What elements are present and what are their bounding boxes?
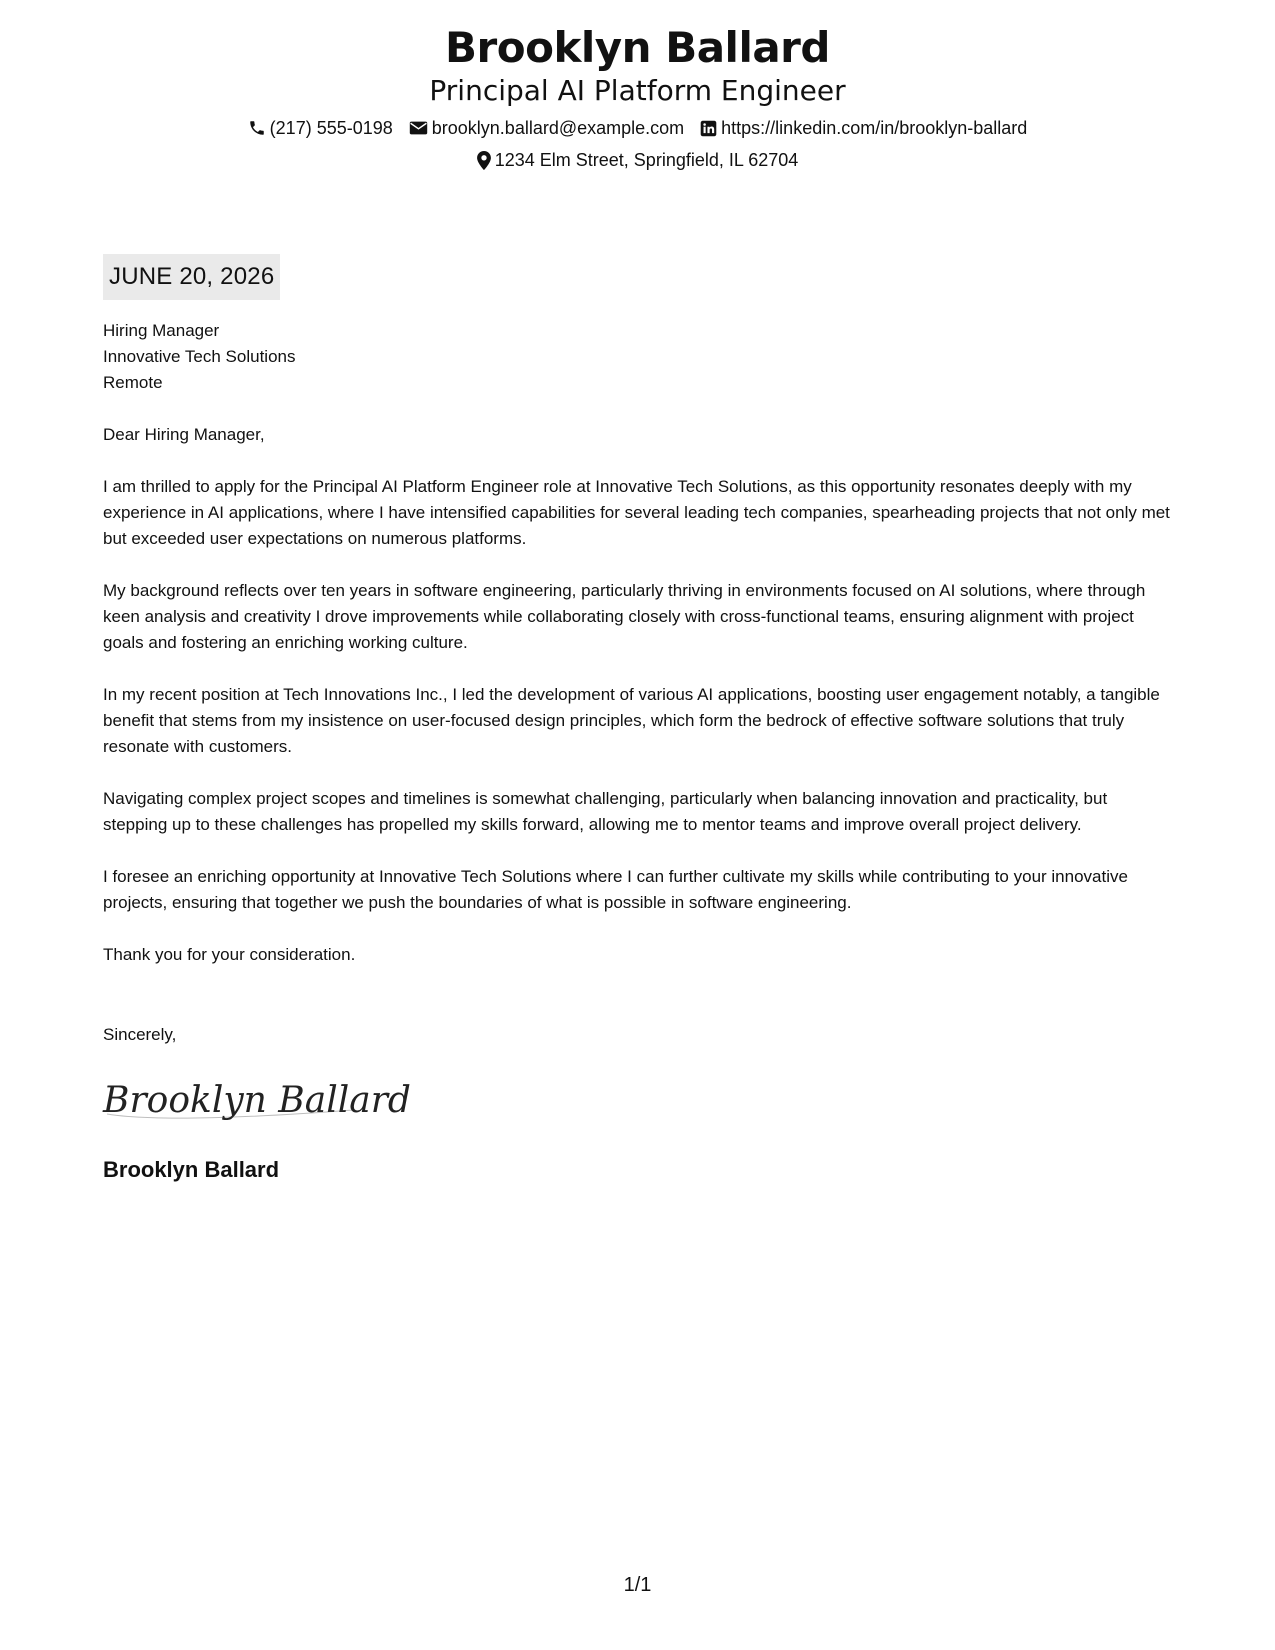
- contact-phone: [248, 116, 393, 140]
- letter-date: JUNE 20, 2026: [103, 254, 280, 300]
- email-link[interactable]: brooklyn.ballard@example.com: [431, 118, 685, 138]
- address-text: 1234 Elm Street, Springfield, IL 62704: [494, 150, 799, 170]
- contact-address: [477, 148, 799, 172]
- closing-line: Thank you for your consideration.: [103, 945, 356, 964]
- body-paragraph: Navigating complex project scopes and timelines is somewhat challenging, particularly when balancing innovation and practicality, but stepping up to these challenges has propelled my skills forward, allowing me to mentor teams and improve overall project delivery.: [103, 789, 1108, 834]
- body-paragraph: My background reflects over ten years in software engineering, particularly thriving in environments focused on AI solutions, where through keen analysis and creativity I drove improvements while collaborating closely with cross-functional teams, ensuring alignment with project goals and fostering an enriching working culture.: [103, 581, 1146, 652]
- map-pin-icon: [477, 151, 491, 170]
- envelope-icon: [409, 120, 428, 136]
- recipient-line: Remote: [103, 373, 163, 392]
- signer-name: Brooklyn Ballard: [103, 1157, 280, 1182]
- handwritten-signature: [103, 1070, 1173, 1130]
- linkedin-link[interactable]: https://linkedin.com/in/brooklyn-ballard: [721, 118, 1028, 138]
- recipient-line: Innovative Tech Solutions: [103, 347, 296, 366]
- phone-text: (217) 555-0198: [269, 118, 393, 138]
- contact-linkedin[interactable]: [700, 116, 1027, 140]
- body-paragraph: I foresee an enriching opportunity at Innovative Tech Solutions where I can further cultivate my skills while contributing to your innovative projects, ensuring that together we push the boundaries of what is possible in software engineering.: [103, 867, 1128, 912]
- signoff: Sincerely,: [103, 1025, 177, 1044]
- letter-header: [0, 22, 1275, 172]
- body-paragraph: In my recent position at Tech Innovations Inc., I led the development of various AI applications, boosting user engagement notably, a tangible benefit that stems from my insistence on user-focused design principles, which form the bedrock of effective software solutions that truly resonate with customers.: [103, 685, 1160, 756]
- recipient-line: Hiring Manager: [103, 321, 220, 340]
- address-row: [0, 148, 1275, 172]
- recipient-block: [103, 318, 1173, 396]
- applicant-name: Brooklyn Ballard: [445, 23, 830, 72]
- signature-glyphs: Brooklyn Ballard: [103, 1080, 411, 1121]
- letter-body: [103, 254, 1173, 1184]
- contact-email[interactable]: [409, 116, 684, 140]
- body-paragraph: I am thrilled to apply for the Principal AI Platform Engineer role at Innovative Tech Solutions, as this opportunity resonates deeply with my experience in AI applications, where I have intensified capabilities for several leading tech companies, spearheading projects that not only met but exceeded user expectations on numerous platforms.: [103, 477, 1170, 548]
- page-number: 1/1: [623, 1574, 652, 1596]
- contact-row: [0, 116, 1275, 140]
- applicant-title: Principal AI Platform Engineer: [429, 74, 846, 107]
- greeting: Dear Hiring Manager,: [103, 425, 265, 444]
- linkedin-icon: [700, 120, 717, 137]
- phone-icon: [248, 119, 266, 137]
